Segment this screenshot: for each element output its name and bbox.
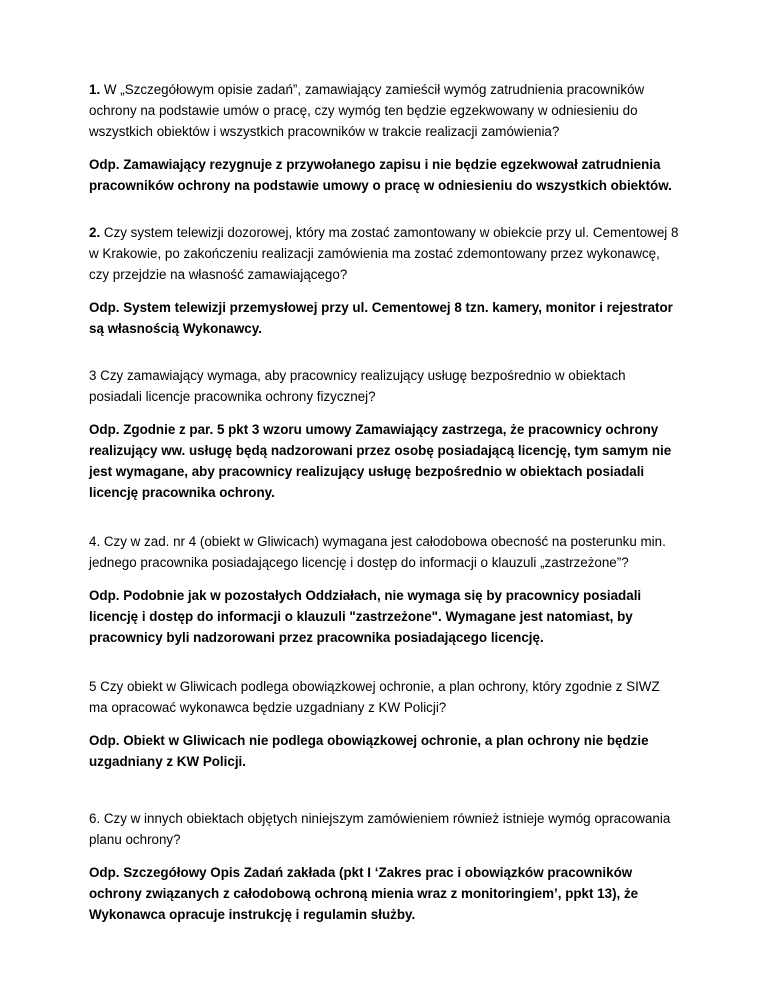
qa-item-6 bbox=[89, 808, 679, 925]
answer-6: Odp. Szczegółowy Opis Zadań zakłada (pkt I ‘Zakres prac i obowiązków pracowników ochrony związanych z całodobową ochroną mienia wraz z monitoringiem’, ppkt 13), że Wykonawca opracuje instrukcję i regulamin służby. bbox=[89, 865, 639, 922]
question-text: 3 Czy zamawiający wymaga, aby pracownicy realizujący usługę bezpośrednio w obiektach posiadali licencje pracownika ochrony fizycznej? bbox=[89, 368, 626, 404]
question-2 bbox=[89, 222, 679, 285]
answer-1: Odp. Zamawiający rezygnuje z przywołanego zapisu i nie będzie egzekwował zatrudnienia pracowników ochrony na podstawie umowy o pracę w odniesieniu do wszystkich obiektów. bbox=[89, 157, 672, 193]
question-1 bbox=[89, 79, 679, 142]
answer-2: Odp. System telewizji przemysłowej przy ul. Cementowej 8 tzn. kamery, monitor i rejestrator są własnością Wykonawcy. bbox=[89, 300, 673, 336]
qa-item-5 bbox=[89, 676, 679, 772]
qa-item-2 bbox=[89, 222, 679, 339]
answer-5: Odp. Obiekt w Gliwicach nie podlega obowiązkowej ochronie, a plan ochrony nie będzie uzgadniany z KW Policji. bbox=[89, 733, 649, 769]
question-text: 6. Czy w innych obiektach objętych niniejszym zamówieniem również istnieje wymóg opracowania planu ochrony? bbox=[89, 811, 671, 847]
question-text: W „Szczegółowym opisie zadań”, zamawiający zamieścił wymóg zatrudnienia pracowników ochrony na podstawie umów o pracę, czy wymóg ten będzie egzekwowany w odniesieniu do wszystkich obiektów i wszystkich pracowników w trakcie realizacji zamówienia? bbox=[89, 82, 645, 139]
question-number: 1. bbox=[89, 82, 101, 97]
qa-item-1 bbox=[89, 79, 679, 196]
question-number: 2. bbox=[89, 225, 101, 240]
question-5 bbox=[89, 676, 679, 718]
answer-4: Odp. Podobnie jak w pozostałych Oddziałach, nie wymaga się by pracownicy posiadali licencję i dostęp do informacji o klauzuli "zastrzeżone". Wymagane jest natomiast, by pracownicy byli nadzorowani przez pracownika posiadającego licencję. bbox=[89, 588, 642, 645]
question-4 bbox=[89, 531, 679, 573]
question-text: Czy system telewizji dozorowej, który ma zostać zamontowany w obiekcie przy ul. Cementowej 8 w Krakowie, po zakończeniu realizacji zamówienia ma zostać zdemontowany przez wykonawcę, czy przejdzie na własność zamawiającego? bbox=[89, 225, 679, 282]
question-text: 5 Czy obiekt w Gliwicach podlega obowiązkowej ochronie, a plan ochrony, który zgodnie z SIWZ ma opracować wykonawca będzie uzgadniany z KW Policji? bbox=[89, 679, 660, 715]
question-text: 4. Czy w zad. nr 4 (obiekt w Gliwicach) wymagana jest całodobowa obecność na posterunku min. jednego pracownika posiadającego licencję i dostęp do informacji o klauzuli „zastrzeżone”? bbox=[89, 534, 666, 570]
question-6 bbox=[89, 808, 679, 850]
answer-3: Odp. Zgodnie z par. 5 pkt 3 wzoru umowy Zamawiający zastrzega, że pracownicy ochrony realizujący ww. usługę będą nadzorowani przez osobę posiadającą licencję, tym samym nie jest wymagane, aby pracownicy realizujący usługę bezpośrednio w obiektach posiadali licencję pracownika ochrony. bbox=[89, 422, 672, 500]
qa-item-4 bbox=[89, 531, 679, 648]
qa-item-3 bbox=[89, 365, 679, 503]
question-3 bbox=[89, 365, 679, 407]
